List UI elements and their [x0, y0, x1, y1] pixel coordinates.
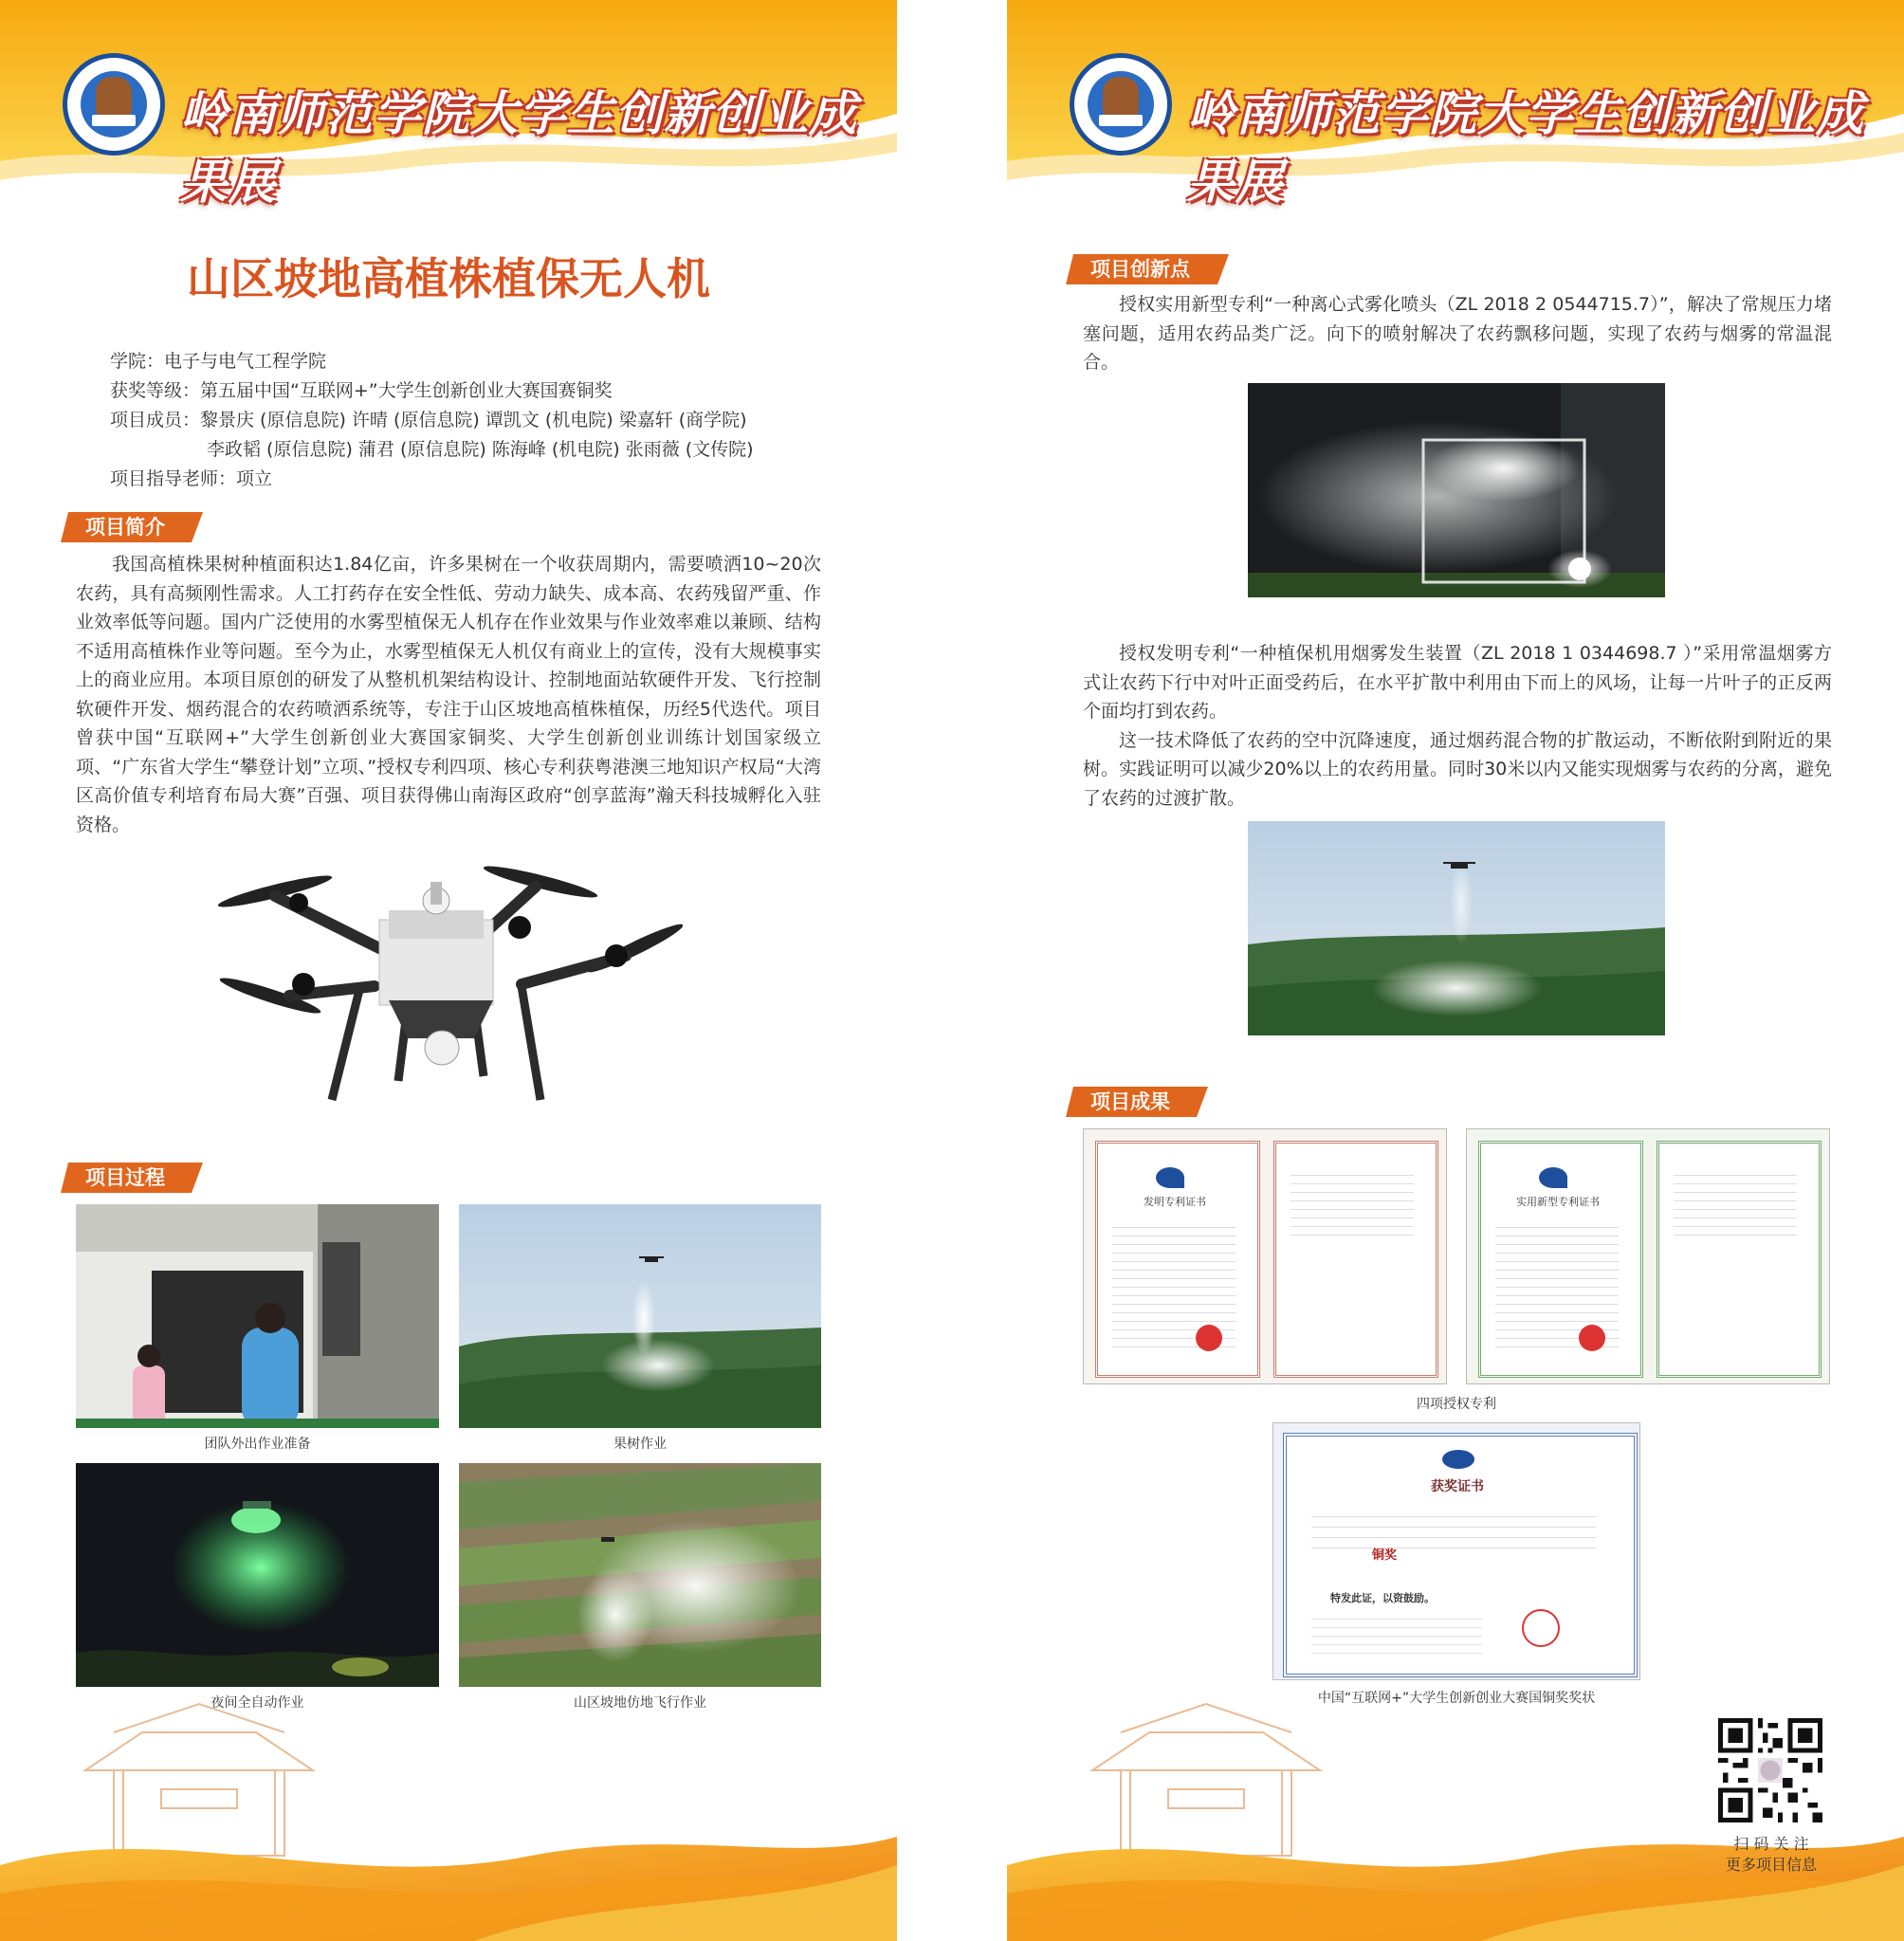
- qr-caption: [1695, 1834, 1847, 1876]
- footer-decoration: [0, 1628, 897, 1941]
- qr-caption-line-1: 扫 码 关 注: [1733, 1835, 1809, 1853]
- poster-right: [1007, 0, 1904, 1941]
- photo-team-prep: [76, 1204, 439, 1428]
- meta-advisor: 项目指导老师：项立: [110, 468, 273, 489]
- innovation-text-3: 这一技术降低了农药的空中沉降速度，通过烟药混合物的扩散运动，不断依附到附近的果树。实践证明可以减少20%以上的农药用量。同时30米以内又能实现烟雾与农药的分离，避免了农药的过渡扩散。: [1083, 729, 1832, 809]
- project-title: 山区坡地高植株植保无人机: [187, 253, 710, 304]
- cert2-title: 实用新型专利证书: [1516, 1196, 1600, 1208]
- cert1-title: 发明专利证书: [1144, 1196, 1206, 1208]
- caption-orchard-operation: 果树作业: [613, 1437, 667, 1452]
- university-logo: [1070, 53, 1172, 156]
- patent-certificate-utility: [1466, 1128, 1830, 1384]
- poster-left: [0, 0, 897, 1941]
- section-heading-process: 项目过程: [85, 1166, 165, 1189]
- meta-members-1: 项目成员：黎景庆 (原信息院) 许晴 (原信息院) 谭凯文 (机电院) 梁嘉轩 (商学院): [110, 410, 747, 430]
- award-cert-medal: 铜奖: [1372, 1548, 1398, 1563]
- section-heading-results: 项目成果: [1090, 1090, 1170, 1113]
- award-cert-line: 特发此证，以资鼓励。: [1330, 1592, 1435, 1604]
- university-logo: [63, 53, 165, 156]
- award-cert-title: 获奖证书: [1431, 1479, 1484, 1494]
- caption-patents: 四项授权专利: [1417, 1397, 1496, 1412]
- qr-caption-line-2: 更多项目信息: [1725, 1856, 1817, 1874]
- drone-illustration: [218, 844, 683, 1128]
- banner-title: 岭南师范学院大学生创新创业成果展: [1187, 86, 1864, 210]
- innovation-paragraph-2: [1083, 639, 1832, 813]
- section-tag-results: [1066, 1083, 1208, 1117]
- meta-college: 学院：电子与电气工程学院: [110, 351, 327, 372]
- section-tag-process: [61, 1159, 203, 1193]
- caption-award: 中国“互联网+”大学生创新创业大赛国铜奖奖状: [1317, 1691, 1596, 1706]
- banner-title: 岭南师范学院大学生创新创业成果展: [180, 86, 857, 210]
- section-tag-intro: [61, 508, 203, 542]
- photo-field-spraying: [1248, 821, 1665, 1035]
- innovation-paragraph-1: [1083, 290, 1832, 377]
- meta-members-2: 李政韬 (原信息院) 蒲君 (原信息院) 陈海峰 (机电院) 张雨薇 (文传院): [207, 439, 754, 460]
- project-meta: [110, 347, 754, 494]
- innovation-text-1: 授权实用新型专利“一种离心式雾化喷头（ZL 2018 2 0544715.7）”，解决了常规压力堵塞问题，适用农药品类广泛。向下的喷射解决了农药飘移问题，实现了农药与烟雾的常温混合。: [1083, 294, 1832, 373]
- photo-mist-chamber: [1248, 383, 1665, 597]
- intro-paragraph: [76, 550, 821, 839]
- caption-slope-flight: 山区坡地仿地飞行作业: [574, 1695, 706, 1711]
- meta-award: 获奖等级：第五届中国“互联网+”大学生创新创业大赛国赛铜奖: [110, 380, 613, 401]
- section-heading-intro: 项目简介: [85, 516, 165, 539]
- caption-team-prep: 团队外出作业准备: [204, 1437, 311, 1452]
- patent-certificate-invention: [1083, 1128, 1447, 1384]
- intro-text: 我国高植株果树种植面积达1.84亿亩，许多果树在一个收获周期内，需要喷洒10~20次农药，具有高频刚性需求。人工打药存在安全性低、劳动力缺失、成本高、农药残留严重、作业效率低等问题。国内广泛使用的水雾型植保无人机存在作业效果与作业效率难以兼顾、结构不适用高植株作业等问题。至今为止，水雾型植保无人机仅有商业上的宣传，没有大规模事实上的商业应用。本项目原创的研发了从整机机架结构设计、控制地面站软硬件开发、飞行控制软硬件开发、烟药混合的农药喷洒系统等，专注于山区坡地高植株植保，历经5代迭代。项目曾获中国“互联网+”大学生创新创业大赛国家铜奖、大学生创新创业训练计划国家级立项、“广东省大学生“攀登计划”立项、”授权专利四项、核心专利获粤港澳三地知识产权局“大湾区高价值专利培育布局大赛”百强、项目获得佛山南海区政府“创享蓝海”瀚天科技城孵化入驻资格。: [76, 554, 821, 835]
- section-heading-innovation: 项目创新点: [1090, 258, 1190, 281]
- photo-orchard-operation: [459, 1204, 821, 1428]
- qr-code-icon[interactable]: [1718, 1718, 1822, 1822]
- caption-night-operation: 夜间全自动作业: [211, 1695, 304, 1711]
- innovation-text-2: 授权发明专利“一种植保机用烟雾发生装置（ZL 2018 1 0344698.7 ）”采用常温烟雾方式让农药下行中对叶正面受药后，在水平扩散中利用由下而上的风场，让每一片叶子的正反两个面均打到农药。: [1083, 643, 1832, 722]
- section-tag-innovation: [1066, 250, 1229, 284]
